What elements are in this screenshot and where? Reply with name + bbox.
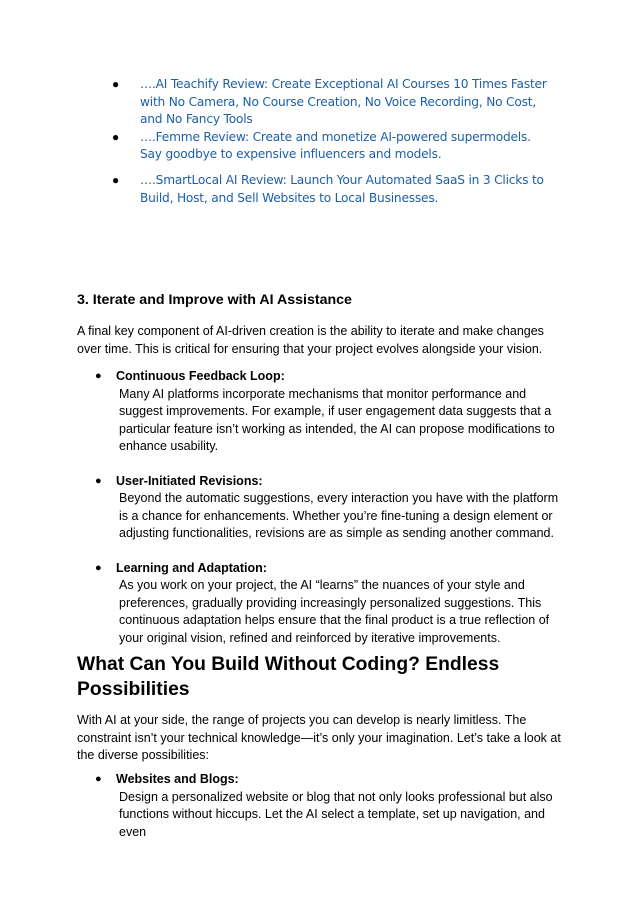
bullet-icon: ●: [112, 172, 120, 187]
list-item: [95, 560, 565, 648]
section-heading-iterate: 3. Iterate and Improve with AI Assistance: [77, 292, 352, 308]
link-smartlocal-ai-review[interactable]: ….SmartLocal AI Review: Launch Your Automated SaaS in 3 Clicks to Build, Host, and Sell Websites to Local Businesses.: [140, 172, 544, 205]
item-title: Continuous Feedback Loop:: [116, 369, 285, 383]
item-title: User-Initiated Revisions:: [116, 473, 263, 488]
bullet-icon: ●: [112, 129, 120, 144]
list-item: [112, 76, 552, 129]
bullet-icon: ●: [112, 77, 120, 91]
section-intro-iterate: A final key component of AI-driven creation is the ability to iterate and make changes over time. This is critical for ensuring that your project evolves alongside your vision.: [77, 324, 544, 356]
list-item: [112, 129, 552, 164]
build-bullet-list: [95, 771, 565, 841]
bullet-icon: ●: [95, 561, 102, 574]
item-title: Websites and Blogs:: [116, 772, 239, 786]
list-item: [95, 771, 565, 841]
section-heading-build: What Can You Build Without Coding? Endless Possibilities: [77, 654, 500, 700]
link-ai-teachify-review[interactable]: ….AI Teachify Review: Create Exceptional AI Courses 10 Times Faster with No Camera, No Course Creation, No Voice Recording, No Cost, and No Fancy Tools: [140, 77, 547, 127]
item-description: Beyond the automatic suggestions, every interaction you have with the platform is a chance for enhancements. Whether you’re fine-tuning a design element or adjusting functionalities, revisions are as simple as sending another command.: [119, 491, 559, 540]
item-description: Design a personalized website or blog that not only looks professional but also functions without hiccups. Let the AI select a template, set up navigation, and even: [119, 789, 553, 839]
bullet-icon: ●: [95, 773, 102, 785]
item-title: Learning and Adaptation:: [116, 560, 267, 575]
bullet-icon: ●: [95, 370, 102, 382]
related-links-list: [112, 76, 552, 207]
list-item: [95, 473, 565, 543]
item-description: Many AI platforms incorporate mechanisms that monitor performance and suggest improvements. For example, if user engagement data suggests that a particular feature isn’t working as intended, the AI can propose modifications to enhance usability.: [119, 386, 555, 453]
list-item: [112, 172, 552, 207]
link-femme-review[interactable]: ….Femme Review: Create and monetize AI-powered supermodels. Say goodbye to expensive influencers and models.: [140, 129, 531, 162]
section-intro-build: With AI at your side, the range of projects you can develop is nearly limitless. The constraint isn’t your technical knowledge—it’s only your imagination. Let’s take a look at the diverse possibilities:: [77, 713, 561, 762]
list-item: [95, 368, 565, 456]
bullet-icon: ●: [95, 474, 102, 487]
iterate-bullet-list: [95, 368, 565, 647]
item-description: As you work on your project, the AI “learns” the nuances of your style and preferences, gradually providing increasingly personalized suggestions. This continuous adaptation helps ensure that the final product is a true reflection of your original vision, refined and reinforced by iterative improvements.: [119, 578, 550, 645]
